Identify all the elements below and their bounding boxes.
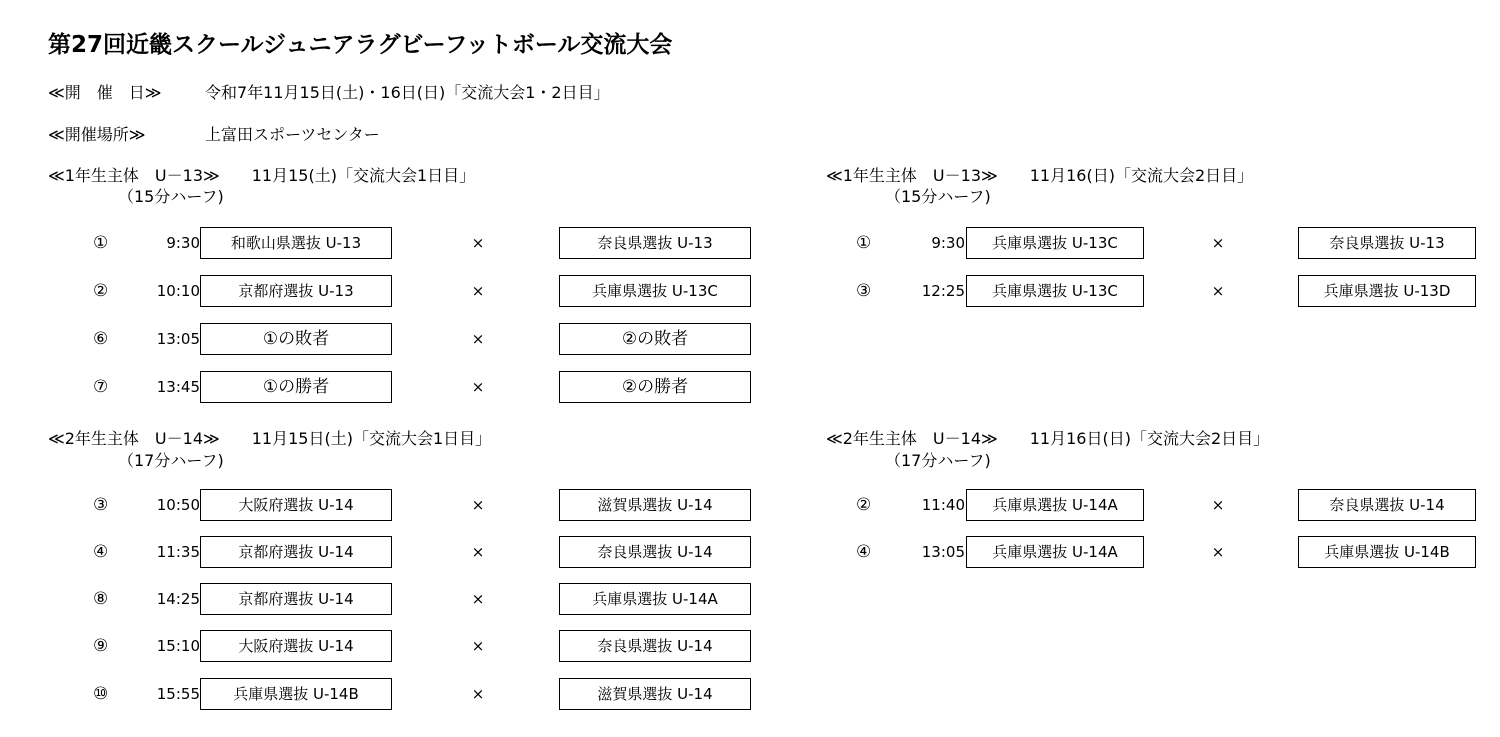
home-team-box: 兵庫県選抜 U-13C xyxy=(966,227,1144,259)
section-half-duration: （17分ハーフ) xyxy=(118,451,224,470)
kickoff-time: 15:10 xyxy=(156,637,200,655)
match-number: ⑨ xyxy=(93,636,109,656)
page-title: 第27回近畿スクールジュニアラグビーフットボール交流大会 xyxy=(48,32,673,58)
match-number: ⑦ xyxy=(93,377,109,397)
section-half-duration: （17分ハーフ) xyxy=(885,451,991,470)
away-team-box: 奈良県選抜 U-14 xyxy=(559,536,751,568)
venue-value: 上富田スポーツセンター xyxy=(205,125,380,144)
match-number: ⑧ xyxy=(93,589,109,609)
versus-mark: × xyxy=(1211,496,1225,514)
versus-mark: × xyxy=(471,234,485,252)
kickoff-time: 13:05 xyxy=(156,330,200,348)
kickoff-time: 11:40 xyxy=(921,496,965,514)
home-team-box: 大阪府選抜 U-14 xyxy=(200,630,392,662)
versus-mark: × xyxy=(1211,234,1225,252)
section-half-duration: （15分ハーフ) xyxy=(885,187,991,206)
match-number: ④ xyxy=(856,542,872,562)
home-team-box: 和歌山県選抜 U-13 xyxy=(200,227,392,259)
kickoff-time: 9:30 xyxy=(931,234,965,252)
match-number: ① xyxy=(93,233,109,253)
match-number: ⑩ xyxy=(93,684,109,704)
match-number: ③ xyxy=(93,495,109,515)
home-team-box: 兵庫県選抜 U-13C xyxy=(966,275,1144,307)
kickoff-time: 12:25 xyxy=(921,282,965,300)
home-team-box: 京都府選抜 U-13 xyxy=(200,275,392,307)
home-team-box: ①の敗者 xyxy=(200,323,392,355)
home-team-box: 京都府選抜 U-14 xyxy=(200,583,392,615)
away-team-box: 奈良県選抜 U-13 xyxy=(559,227,751,259)
kickoff-time: 13:45 xyxy=(156,378,200,396)
away-team-box: 兵庫県選抜 U-14A xyxy=(559,583,751,615)
match-number: ② xyxy=(93,281,109,301)
kickoff-time: 11:35 xyxy=(156,543,200,561)
section-header: ≪2年生主体 U－14≫ 11月15日(土)「交流大会1日目」 xyxy=(48,429,492,448)
match-row xyxy=(0,678,1500,710)
away-team-box: ②の勝者 xyxy=(559,371,751,403)
dates-value: 令和7年11月15日(土)・16日(日)「交流大会1・2日目」 xyxy=(205,83,610,102)
away-team-box: 兵庫県選抜 U-13D xyxy=(1298,275,1476,307)
versus-mark: × xyxy=(1211,543,1225,561)
versus-mark: × xyxy=(1211,282,1225,300)
kickoff-time: 13:05 xyxy=(921,543,965,561)
match-row xyxy=(0,227,1500,259)
home-team-box: ①の勝者 xyxy=(200,371,392,403)
section-header: ≪2年生主体 U－14≫ 11月16日(日)「交流大会2日目」 xyxy=(826,429,1270,448)
match-row xyxy=(0,489,1500,521)
kickoff-time: 15:55 xyxy=(156,685,200,703)
home-team-box: 兵庫県選抜 U-14A xyxy=(966,536,1144,568)
home-team-box: 大阪府選抜 U-14 xyxy=(200,489,392,521)
home-team-box: 兵庫県選抜 U-14A xyxy=(966,489,1144,521)
match-row xyxy=(0,323,1500,355)
match-number: ③ xyxy=(856,281,872,301)
match-row xyxy=(0,371,1500,403)
venue-label: ≪開催場所≫ xyxy=(48,125,146,144)
away-team-box: 奈良県選抜 U-14 xyxy=(1298,489,1476,521)
match-number: ④ xyxy=(93,542,109,562)
section-header: ≪1年生主体 U－13≫ 11月16(日)「交流大会2日目」 xyxy=(826,166,1254,185)
match-row xyxy=(0,275,1500,307)
match-row xyxy=(0,583,1500,615)
versus-mark: × xyxy=(471,637,485,655)
kickoff-time: 10:10 xyxy=(156,282,200,300)
match-number: ⑥ xyxy=(93,329,109,349)
match-row xyxy=(0,536,1500,568)
away-team-box: 滋賀県選抜 U-14 xyxy=(559,489,751,521)
dates-label: ≪開 催 日≫ xyxy=(48,83,162,102)
home-team-box: 京都府選抜 U-14 xyxy=(200,536,392,568)
home-team-box: 兵庫県選抜 U-14B xyxy=(200,678,392,710)
versus-mark: × xyxy=(471,378,485,396)
versus-mark: × xyxy=(471,330,485,348)
away-team-box: 奈良県選抜 U-14 xyxy=(559,630,751,662)
kickoff-time: 14:25 xyxy=(156,590,200,608)
kickoff-time: 9:30 xyxy=(166,234,200,252)
away-team-box: 兵庫県選抜 U-13C xyxy=(559,275,751,307)
section-header: ≪1年生主体 U－13≫ 11月15(土)「交流大会1日目」 xyxy=(48,166,476,185)
versus-mark: × xyxy=(471,496,485,514)
versus-mark: × xyxy=(471,282,485,300)
versus-mark: × xyxy=(471,590,485,608)
away-team-box: 奈良県選抜 U-13 xyxy=(1298,227,1476,259)
kickoff-time: 10:50 xyxy=(156,496,200,514)
match-number: ② xyxy=(856,495,872,515)
section-half-duration: （15分ハーフ) xyxy=(118,187,224,206)
away-team-box: 兵庫県選抜 U-14B xyxy=(1298,536,1476,568)
away-team-box: 滋賀県選抜 U-14 xyxy=(559,678,751,710)
match-row xyxy=(0,630,1500,662)
versus-mark: × xyxy=(471,685,485,703)
match-number: ① xyxy=(856,233,872,253)
away-team-box: ②の敗者 xyxy=(559,323,751,355)
versus-mark: × xyxy=(471,543,485,561)
